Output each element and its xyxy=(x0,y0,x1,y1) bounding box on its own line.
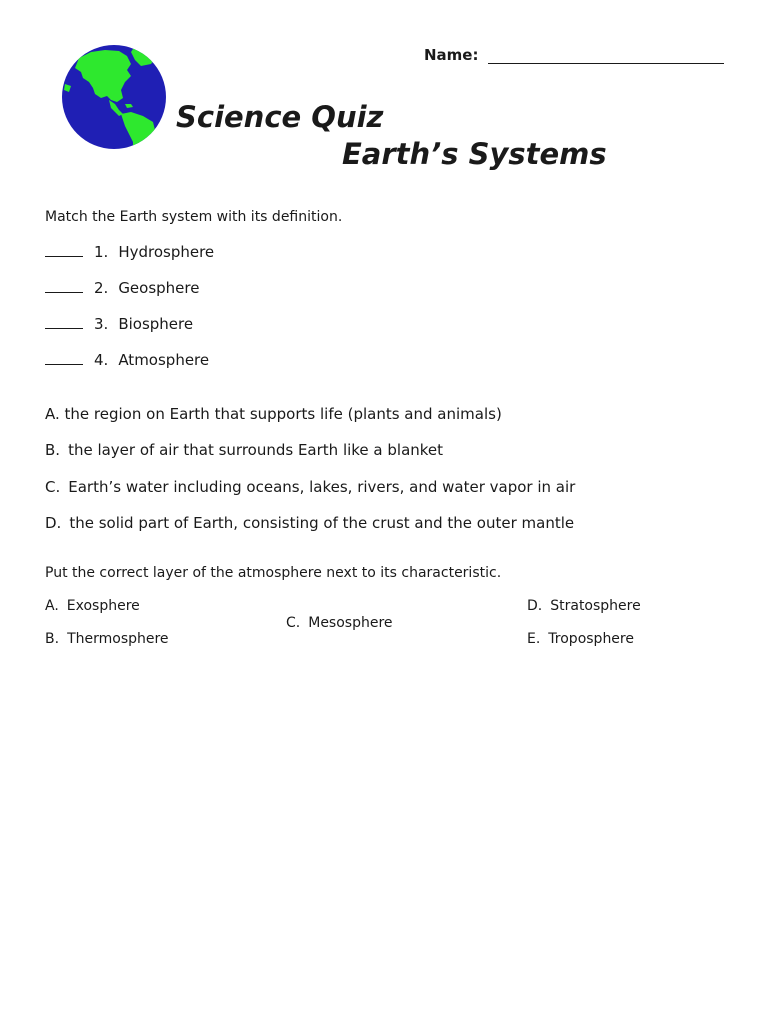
match-item: 4. Atmosphere xyxy=(45,351,209,369)
layer-option-d: D. Stratosphere xyxy=(527,598,641,614)
match-item: 1. Hydrosphere xyxy=(45,243,214,261)
layer-option-c: C. Mesosphere xyxy=(286,615,393,631)
answer-blank[interactable] xyxy=(45,351,83,365)
layer-option-e: E. Troposphere xyxy=(527,631,634,647)
definition-c: C. Earth’s water including oceans, lakes, rivers, and water vapor in air xyxy=(45,478,576,496)
page-title: Science Quiz xyxy=(176,100,384,134)
earth-globe-icon xyxy=(61,44,167,150)
match-item: 2. Geosphere xyxy=(45,279,199,297)
page-subtitle: Earth’s Systems xyxy=(342,137,607,171)
layer-instruction: Put the correct layer of the atmosphere next to its characteristic. xyxy=(45,565,502,581)
definition-b: B. the layer of air that surrounds Earth like a blanket xyxy=(45,441,444,459)
layer-option-a: A. Exosphere xyxy=(45,598,140,614)
definition-a: A. the region on Earth that supports life (plants and animals) xyxy=(45,405,502,423)
name-input-line[interactable] xyxy=(488,63,724,64)
answer-blank[interactable] xyxy=(45,243,83,257)
answer-blank[interactable] xyxy=(45,315,83,329)
layer-option-b: B. Thermosphere xyxy=(45,631,169,647)
match-instruction: Match the Earth system with its definition. xyxy=(45,209,343,225)
match-item: 3. Biosphere xyxy=(45,315,193,333)
answer-blank[interactable] xyxy=(45,279,83,293)
definition-d: D. the solid part of Earth, consisting of the crust and the outer mantle xyxy=(45,514,575,532)
name-label: Name: xyxy=(424,46,479,64)
